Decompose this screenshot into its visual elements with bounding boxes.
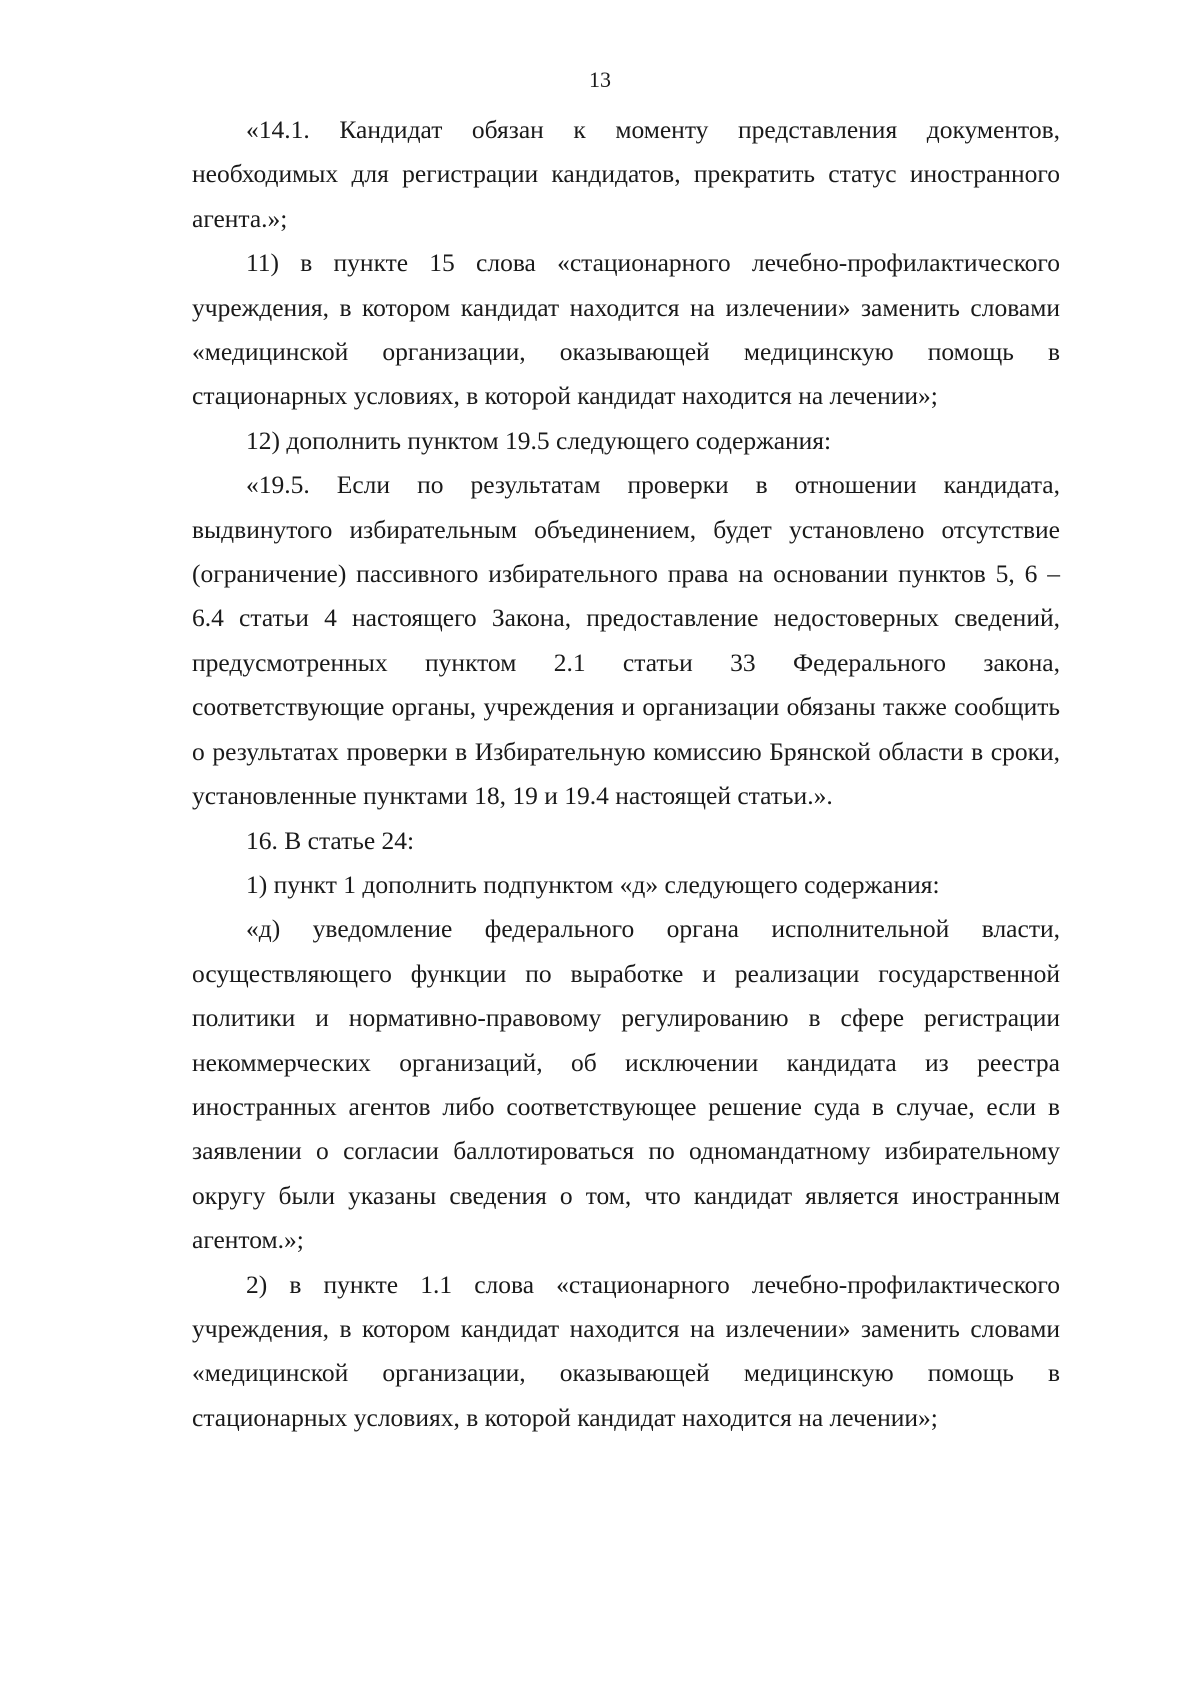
paragraph-item-1: 1) пункт 1 дополнить подпунктом «д» следующего содержания: bbox=[246, 869, 940, 899]
paragraph-19-5-quote: «19.5. Если по результатам проверки в отношении кандидата, выдвинутого избирательным объединением, будет установлено отсутствие (ограничение) пассивного избирательного права на основании пунктов 5, 6 – 6.4 статьи 4 настоящего Закона, предоставление недостоверных сведений, предусмотренных пунктом 2.1 статьи 33 Федерального закона, соответствующие органы, учреждения и организации обязаны также сообщить о результатах проверки в Избирательную комиссию Брянской области в сроки, установленные пунктами 18, 19 и 19.4 настоящей статьи.». bbox=[192, 470, 1060, 811]
page-number: 13 bbox=[589, 67, 611, 92]
paragraph-section-16: 16. В статье 24: bbox=[246, 825, 415, 855]
document-body bbox=[192, 108, 1060, 1440]
paragraph-subitem-d-quote: «д) уведомление федерального органа исполнительной власти, осуществляющего функции по выработке и реализации государственной политики и нормативно-правовому регулированию в сфере регистрации некоммерческих организаций, об исключении кандидата из реестра иностранных агентов либо соответствующее решение суда в случае, если в заявлении о согласии баллотироваться по одномандатному избирательному округу были указаны сведения о том, что кандидат является иностранным агентом.»; bbox=[192, 914, 1060, 1255]
paragraph-item-11: 11) в пункте 15 слова «стационарного лечебно-профилактического учреждения, в котором кандидат находится на излечении» заменить словами «медицинской организации, оказывающей медицинскую помощь в стационарных условиях, в которой кандидат находится на лечении»; bbox=[192, 248, 1060, 411]
paragraph-14-1-quote: «14.1. Кандидат обязан к моменту представления документов, необходимых для регистрации кандидатов, прекратить статус иностранного агента.»; bbox=[192, 115, 1060, 233]
paragraph-item-12: 12) дополнить пунктом 19.5 следующего содержания: bbox=[246, 425, 832, 455]
paragraph-item-2: 2) в пункте 1.1 слова «стационарного лечебно-профилактического учреждения, в котором кандидат находится на излечении» заменить словами «медицинской организации, оказывающей медицинскую помощь в стационарных условиях, в которой кандидат находится на лечении»; bbox=[192, 1269, 1060, 1432]
